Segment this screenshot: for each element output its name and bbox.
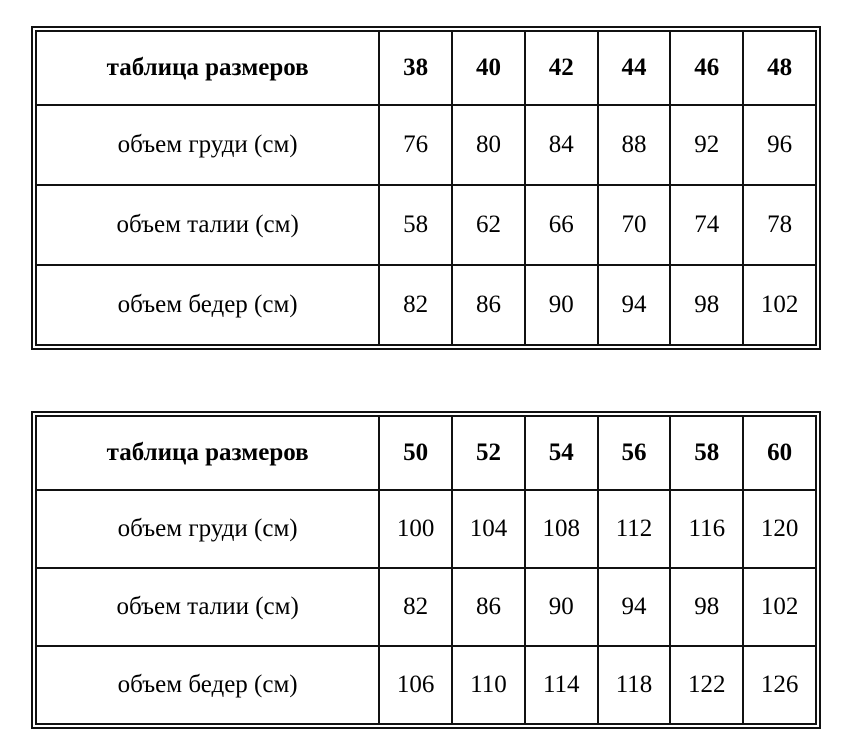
row-label-text: объем груди (см) (117, 515, 298, 543)
measurement-cell (525, 646, 598, 724)
table-row (36, 646, 816, 724)
table-row (36, 490, 816, 568)
measurement-cell (525, 568, 598, 646)
size-header-text: 40 (475, 54, 501, 82)
measurement-text: 112 (615, 515, 653, 543)
measurement-text: 90 (548, 291, 574, 319)
size-table-large (35, 415, 817, 725)
measurement-cell (598, 646, 671, 724)
size-header-cell (379, 31, 452, 105)
measurement-cell (379, 568, 452, 646)
size-header-text: 58 (694, 439, 720, 467)
measurement-cell (452, 105, 525, 185)
size-header-cell (670, 416, 743, 490)
measurement-cell (452, 185, 525, 265)
measurement-text: 102 (760, 593, 799, 621)
size-table-small (35, 30, 817, 346)
measurement-cell (598, 265, 671, 345)
table-title-cell (36, 416, 379, 490)
table-title-text: таблица размеров (106, 54, 309, 82)
measurement-cell (670, 265, 743, 345)
table-row (36, 105, 816, 185)
measurement-text: 114 (542, 671, 580, 699)
row-label-cell (36, 568, 379, 646)
measurement-text: 94 (621, 291, 647, 319)
measurement-cell (379, 105, 452, 185)
measurement-text: 78 (767, 211, 793, 239)
measurement-cell (452, 490, 525, 568)
measurement-text: 102 (760, 291, 799, 319)
size-header-text: 48 (767, 54, 793, 82)
measurement-cell (525, 185, 598, 265)
measurement-text: 90 (548, 593, 574, 621)
size-header-text: 42 (548, 54, 574, 82)
size-header-cell (452, 416, 525, 490)
size-header-cell (525, 31, 598, 105)
size-header-cell (379, 416, 452, 490)
measurement-cell (525, 105, 598, 185)
row-label-cell (36, 105, 379, 185)
size-header-text: 54 (548, 439, 574, 467)
row-label-cell (36, 646, 379, 724)
measurement-text: 86 (475, 593, 501, 621)
measurement-text: 110 (470, 671, 507, 699)
measurement-cell (743, 185, 816, 265)
measurement-text: 108 (542, 515, 580, 543)
measurement-text: 70 (621, 211, 647, 239)
measurement-text: 118 (615, 671, 653, 699)
table-row (36, 568, 816, 646)
size-header-cell (598, 31, 671, 105)
row-label-cell (36, 490, 379, 568)
measurement-text: 100 (396, 515, 435, 543)
size-header-cell (670, 31, 743, 105)
table-header-row (36, 416, 816, 490)
row-label-text: объем талии (см) (116, 211, 299, 239)
size-header-text: 50 (403, 439, 429, 467)
measurement-cell (598, 105, 671, 185)
measurement-cell (598, 568, 671, 646)
measurement-text: 76 (403, 131, 429, 159)
measurement-text: 126 (760, 671, 799, 699)
row-label-text: объем бедер (см) (117, 671, 298, 699)
measurement-cell (452, 646, 525, 724)
measurement-text: 94 (621, 593, 647, 621)
measurement-cell (379, 185, 452, 265)
measurement-cell (670, 568, 743, 646)
measurement-text: 62 (475, 211, 501, 239)
row-label-cell (36, 185, 379, 265)
measurement-text: 80 (475, 131, 501, 159)
size-header-cell (452, 31, 525, 105)
measurement-cell (743, 265, 816, 345)
size-header-text: 56 (621, 439, 647, 467)
measurement-text: 58 (403, 211, 429, 239)
measurement-text: 66 (548, 211, 574, 239)
measurement-cell (452, 568, 525, 646)
measurement-text: 104 (469, 515, 508, 543)
row-label-cell (36, 265, 379, 345)
measurement-cell (525, 490, 598, 568)
measurement-cell (670, 646, 743, 724)
size-header-cell (525, 416, 598, 490)
measurement-cell (379, 646, 452, 724)
measurement-cell (670, 185, 743, 265)
table-row (36, 185, 816, 265)
size-header-text: 44 (621, 54, 647, 82)
size-header-cell (598, 416, 671, 490)
measurement-cell (743, 646, 816, 724)
measurement-text: 92 (694, 131, 720, 159)
table-header-row (36, 31, 816, 105)
row-label-text: объем талии (см) (116, 593, 299, 621)
table-title-text: таблица размеров (106, 439, 309, 467)
measurement-text: 106 (396, 671, 435, 699)
measurement-cell (743, 490, 816, 568)
measurement-cell (379, 490, 452, 568)
measurement-text: 122 (688, 671, 726, 699)
size-header-text: 46 (694, 54, 720, 82)
measurement-text: 82 (403, 593, 429, 621)
measurement-text: 74 (694, 211, 720, 239)
measurement-cell (670, 105, 743, 185)
measurement-cell (670, 490, 743, 568)
measurement-cell (743, 105, 816, 185)
measurement-cell (598, 185, 671, 265)
measurement-text: 86 (475, 291, 501, 319)
row-label-text: объем груди (см) (117, 131, 298, 159)
table-row (36, 265, 816, 345)
size-header-text: 38 (403, 54, 429, 82)
size-table-block-small (35, 30, 817, 346)
measurement-cell (743, 568, 816, 646)
measurement-text: 88 (621, 131, 647, 159)
size-header-text: 60 (767, 439, 793, 467)
size-table-block-large (35, 415, 817, 725)
size-header-cell (743, 31, 816, 105)
measurement-text: 96 (767, 131, 793, 159)
measurement-text: 82 (403, 291, 429, 319)
row-label-text: объем бедер (см) (117, 291, 298, 319)
measurement-text: 116 (688, 515, 726, 543)
measurement-cell (379, 265, 452, 345)
table-title-cell (36, 31, 379, 105)
size-header-text: 52 (475, 439, 501, 467)
measurement-text: 84 (548, 131, 574, 159)
measurement-cell (452, 265, 525, 345)
measurement-cell (525, 265, 598, 345)
measurement-cell (598, 490, 671, 568)
measurement-text: 98 (694, 291, 720, 319)
measurement-text: 98 (694, 593, 720, 621)
size-header-cell (743, 416, 816, 490)
measurement-text: 120 (760, 515, 799, 543)
